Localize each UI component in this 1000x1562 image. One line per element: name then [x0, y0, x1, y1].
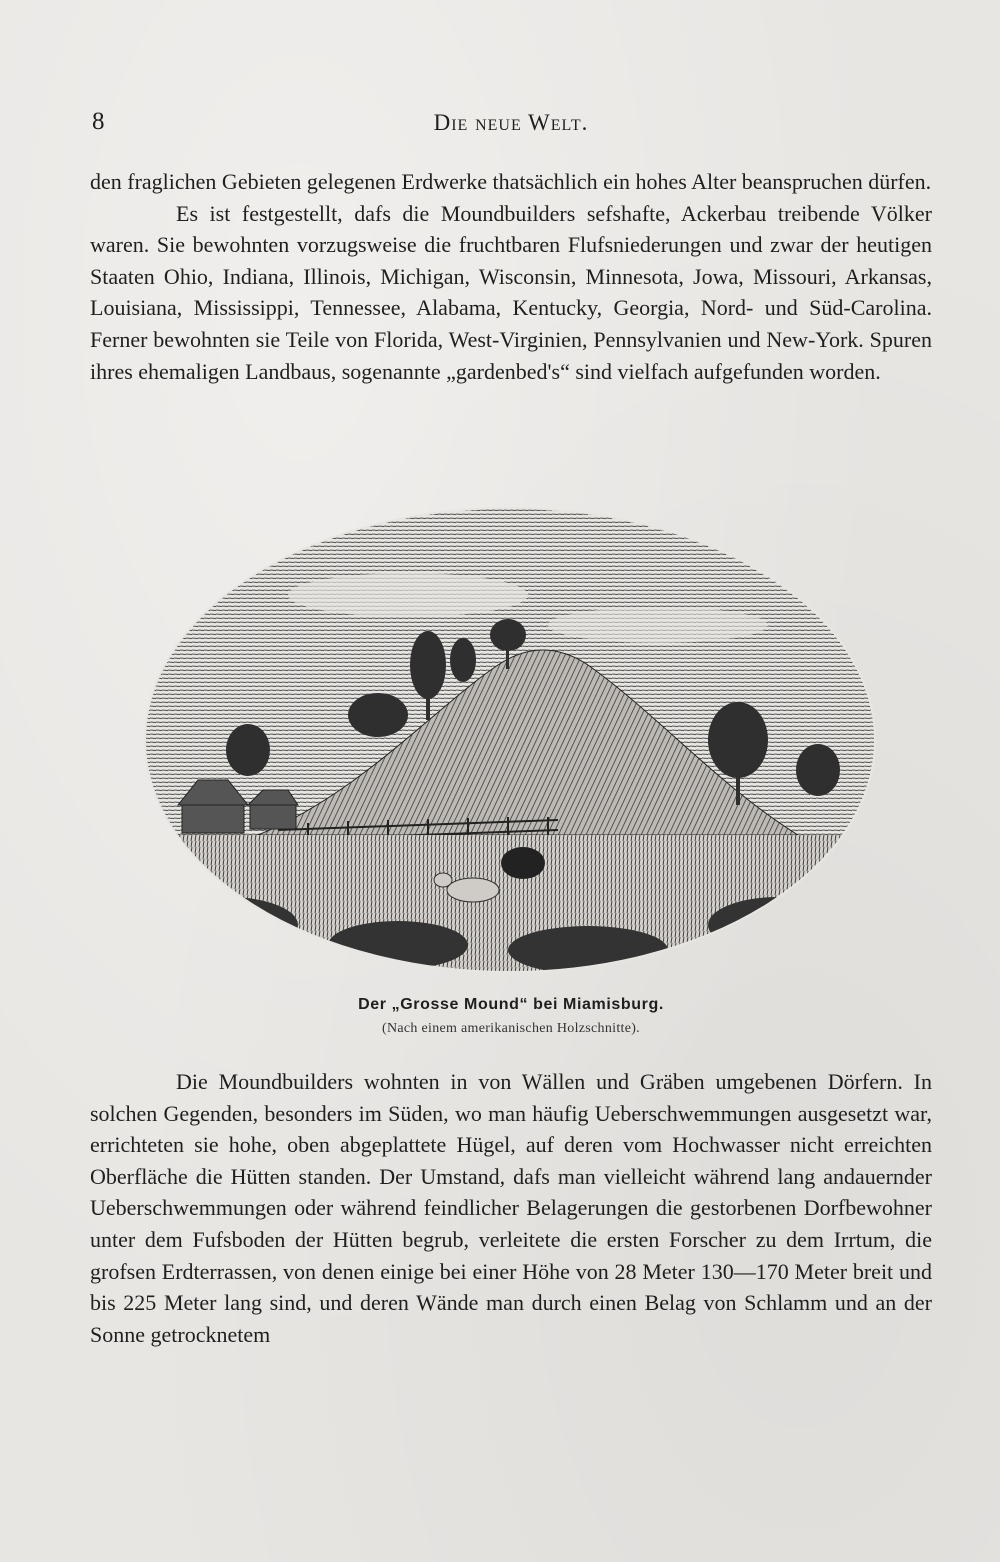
mound-illustration [138, 505, 878, 975]
figure-caption: Der „Grosse Mound“ bei Miamisburg. [358, 996, 664, 1013]
running-title: Die neue Welt. [433, 110, 589, 135]
paragraph: Die Moundbuilders wohnten in von Wällen und Gräben umgebenen Dörfern. In solchen Gegenden, besonders im Süden, wo man häufig Ueberschwemmungen ausgesetzt war, errichteten sie hohe, oben abgeplattete Hügel, auf deren vom Hochwasser nicht erreichten Oberfläche die Hütten standen. Der Umstand, dafs man vielleicht während lang andauernder Ueberschwemmungen oder während feindlicher Belagerungen die gestorbenen Dorfbewohner unter dem Fufsboden der Hütten begrub, verleitete die ersten Forscher zu dem Irrtum, die grofsen Erdterrassen, von denen einige bei einer Höhe von 28 Meter 130—170 Meter breit und bis 225 Meter lang sind, und deren Wände man durch einen Belag von Schlamm und an der Sonne getrocknetem [90, 1069, 932, 1347]
text-block-bottom [90, 1066, 932, 1350]
figure-source: (Nach einem amerikanischen Holzschnitte). [382, 1021, 640, 1036]
paragraph: den fraglichen Gebieten gelegenen Erdwerke thatsächlich ein hohes Alter beanspruchen dürfen. [90, 169, 932, 194]
page-number: 8 [92, 108, 105, 135]
paragraph: Es ist festgestellt, dafs die Moundbuilders sefshafte, Ackerbau treibende Völker waren. Sie bewohnten vorzugsweise die fruchtbaren Flufsniederungen und zwar der heutigen Staaten Ohio, Indiana, Illinois, Michigan, Wisconsin, Minnesota, Jowa, Missouri, Arkansas, Louisiana, Mississippi, Tennessee, Alabama, Kentucky, Georgia, Nord- und Süd-Carolina. Ferner bewohnten sie Teile von Florida, West-Virginien, Pennsylvanien und New-York. Spuren ihres ehemaligen Landbaus, sogenannte „gardenbed's“ sind vielfach aufgefunden worden. [90, 200, 932, 384]
text-block-top [90, 166, 932, 387]
running-head [92, 108, 930, 148]
